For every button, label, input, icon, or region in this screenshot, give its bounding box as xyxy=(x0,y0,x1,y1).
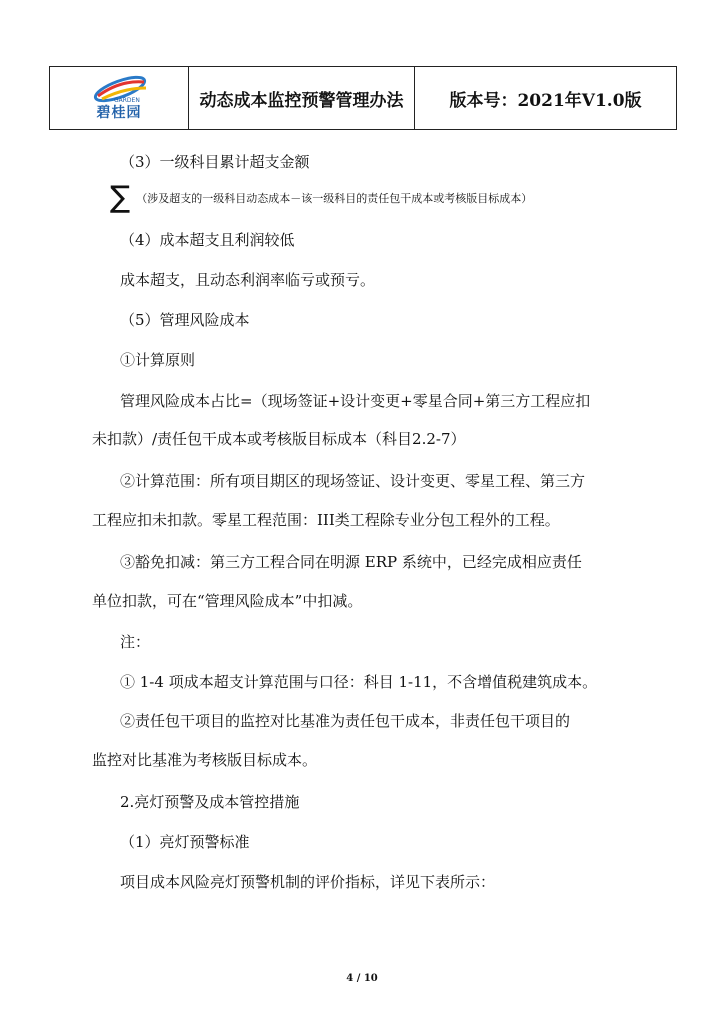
formula-line1: 管理风险成本占比=（现场签证+设计变更+零星合同+第三方工程应扣 xyxy=(120,392,591,410)
note2-line2: 监控对比基准为考核版目标成本。 xyxy=(92,751,318,769)
scope-line1: ②计算范围：所有项目期区的现场签证、设计变更、零星工程、第三方 xyxy=(120,472,586,490)
formula-line2: 未扣款）/责任包干成本或考核版目标成本（科目2.2-7） xyxy=(92,430,466,448)
note1: ① 1-4 项成本超支计算范围与口径：科目 1-11，不含增值税建筑成本。 xyxy=(120,673,598,691)
svg-text:GARDEN: GARDEN xyxy=(114,97,140,104)
item4-heading: （4）成本超支且利润较低 xyxy=(120,231,295,249)
sigma-symbol: ∑ xyxy=(110,180,131,215)
version-label: 版本号：2021年V1.0版 xyxy=(449,90,642,111)
document-title: 动态成本监控预警管理办法 xyxy=(189,67,415,129)
item3-heading: （3）一级科目累计超支金额 xyxy=(120,153,310,171)
document-header xyxy=(49,66,677,130)
company-logo-icon xyxy=(84,74,154,104)
item4-text: 成本超支，且动态利润率临亏或预亏。 xyxy=(120,271,376,289)
item5-heading: （5）管理风险成本 xyxy=(120,311,250,329)
note-heading: 注： xyxy=(120,633,151,651)
sum-formula xyxy=(110,180,533,215)
sum-formula-text: （涉及超支的一级科目动态成本－该一级科目的责任包干成本或考核版目标成本） xyxy=(136,192,533,205)
deduct-line1: ③豁免扣减：第三方工程合同在明源 ERP 系统中，已经完成相应责任 xyxy=(120,553,582,571)
note2-line1: ②责任包干项目的监控对比基准为责任包干成本，非责任包干项目的 xyxy=(120,712,571,730)
sub1-heading: （1）亮灯预警标准 xyxy=(120,833,250,851)
section2-heading: 2.亮灯预警及成本管控措施 xyxy=(120,793,300,811)
deduct-line2: 单位扣款，可在“管理风险成本”中扣减。 xyxy=(92,592,363,610)
page-number: 4 / 10 xyxy=(346,973,378,984)
sub1-text: 项目成本风险亮灯预警机制的评价指标，详见下表所示： xyxy=(120,873,496,891)
scope-line2: 工程应扣未扣款。零星工程范围：III类工程除专业分包工程外的工程。 xyxy=(92,511,560,529)
logo-text: 碧桂园 xyxy=(96,105,142,121)
principle-heading: ①计算原则 xyxy=(120,351,196,369)
logo-cell xyxy=(50,67,189,129)
